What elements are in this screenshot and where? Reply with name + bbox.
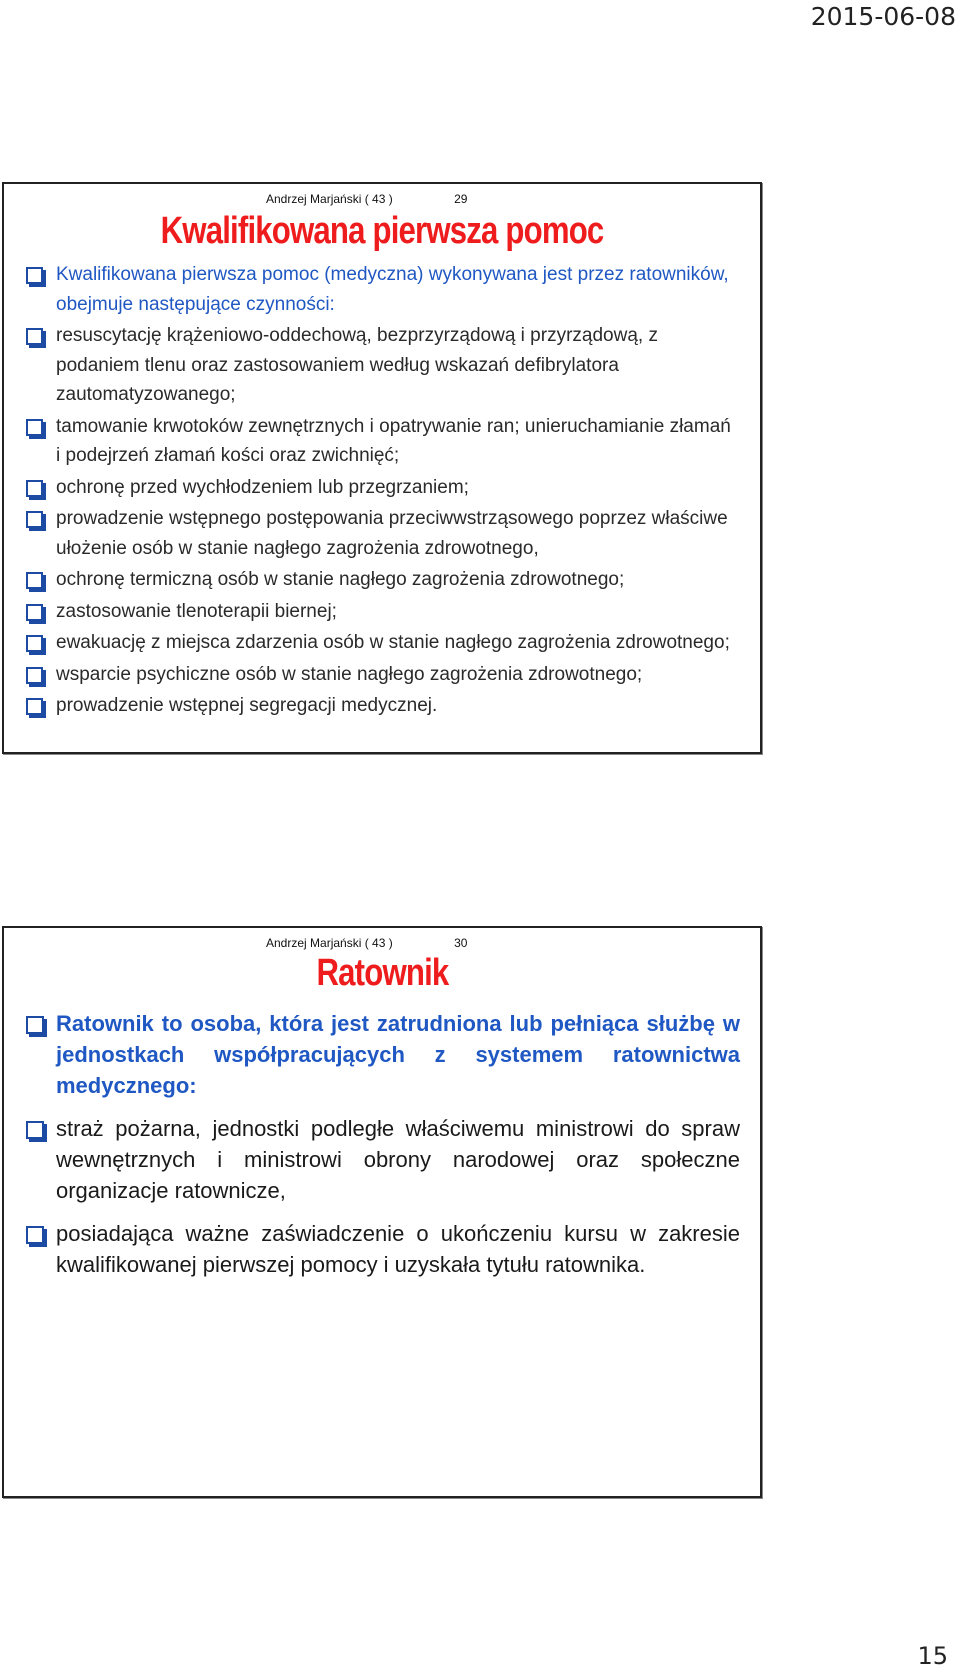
page-number: 15	[917, 1642, 948, 1670]
list-item	[24, 473, 740, 503]
bullet-text: resuscytację krążeniowo-oddechową, bezprzyrządową i przyrządową, z podaniem tlenu oraz zastosowaniem według wskazań defibrylatora zautomatyzowanego;	[56, 325, 658, 405]
slide-29	[2, 182, 762, 754]
list-item	[24, 1008, 740, 1101]
bullet-text: Ratownik to osoba, która jest zatrudniona lub pełniąca służbę w jednostkach współpracujących z systemem ratownictwa medycznego:	[56, 1011, 740, 1098]
checkbox-bullet-icon	[26, 511, 43, 528]
page-date: 2015-06-08	[810, 2, 956, 31]
slide-number: 30	[454, 936, 468, 950]
bullet-text: ewakuację z miejsca zdarzenia osób w stanie nagłego zagrożenia zdrowotnego;	[56, 632, 730, 653]
list-item	[24, 321, 740, 410]
slide-author: Andrzej Marjański ( 43 )	[266, 192, 393, 206]
slide-title-text: Ratownik	[316, 952, 448, 994]
bullet-list	[24, 260, 740, 723]
checkbox-bullet-icon	[26, 1121, 44, 1139]
bullet-text: zastosowanie tlenoterapii biernej;	[56, 600, 337, 622]
bullet-text: posiadająca ważne zaświadczenie o ukończeniu kursu w zakresie kwalifikowanej pierwszej pomocy i uzyskała tytułu ratownika.	[56, 1221, 740, 1277]
list-item	[24, 660, 740, 690]
slide-author: Andrzej Marjański ( 43 )	[266, 936, 393, 950]
bullet-text: Kwalifikowana pierwsza pomoc (medyczna) wykonywana jest przez ratowników, obejmuje następujące czynności:	[56, 264, 729, 315]
slide-number: 29	[454, 192, 468, 206]
checkbox-bullet-icon	[26, 267, 43, 284]
checkbox-bullet-icon	[26, 635, 43, 652]
bullet-text: ochronę termiczną osób w stanie nagłego zagrożenia zdrowotnego;	[56, 569, 625, 590]
slide-30	[2, 926, 762, 1498]
list-item	[24, 1218, 740, 1280]
slide-title	[4, 952, 760, 995]
bullet-list	[24, 1008, 740, 1292]
list-item	[24, 565, 740, 595]
checkbox-bullet-icon	[26, 328, 43, 345]
checkbox-bullet-icon	[26, 480, 43, 497]
slide-title-text: Kwalifikowana pierwsza pomoc	[160, 210, 604, 252]
bullet-text: wsparcie psychiczne osób w stanie nagłego zagrożenia zdrowotnego;	[56, 663, 643, 685]
list-item	[24, 691, 740, 721]
list-item	[24, 504, 740, 563]
checkbox-bullet-icon	[26, 604, 43, 621]
checkbox-bullet-icon	[26, 572, 43, 589]
checkbox-bullet-icon	[26, 419, 43, 436]
bullet-text: prowadzenie wstępnej segregacji medycznej.	[56, 695, 438, 716]
bullet-text: tamowanie krwotoków zewnętrznych i opatrywanie ran; unieruchamianie złamań i podejrzeń złamań kości oraz zwichnięć;	[56, 415, 731, 466]
slide-header	[266, 192, 467, 206]
checkbox-bullet-icon	[26, 1226, 44, 1244]
list-item	[24, 412, 740, 471]
list-item	[24, 597, 740, 627]
list-item	[24, 260, 740, 319]
slide-header	[266, 936, 467, 950]
slide-title	[4, 210, 760, 253]
checkbox-bullet-icon	[26, 1016, 44, 1034]
list-item	[24, 1113, 740, 1206]
checkbox-bullet-icon	[26, 667, 43, 684]
bullet-text: prowadzenie wstępnego postępowania przeciwwstrząsowego poprzez właściwe ułożenie osób w stanie nagłego zagrożenia zdrowotnego,	[56, 508, 728, 559]
bullet-text: ochronę przed wychłodzeniem lub przegrzaniem;	[56, 476, 469, 498]
checkbox-bullet-icon	[26, 698, 43, 715]
list-item	[24, 628, 740, 658]
bullet-text: straż pożarna, jednostki podległe właściwemu ministrowi do spraw wewnętrznych i ministrowi obrony narodowej oraz społeczne organizacje ratownicze,	[56, 1116, 740, 1203]
